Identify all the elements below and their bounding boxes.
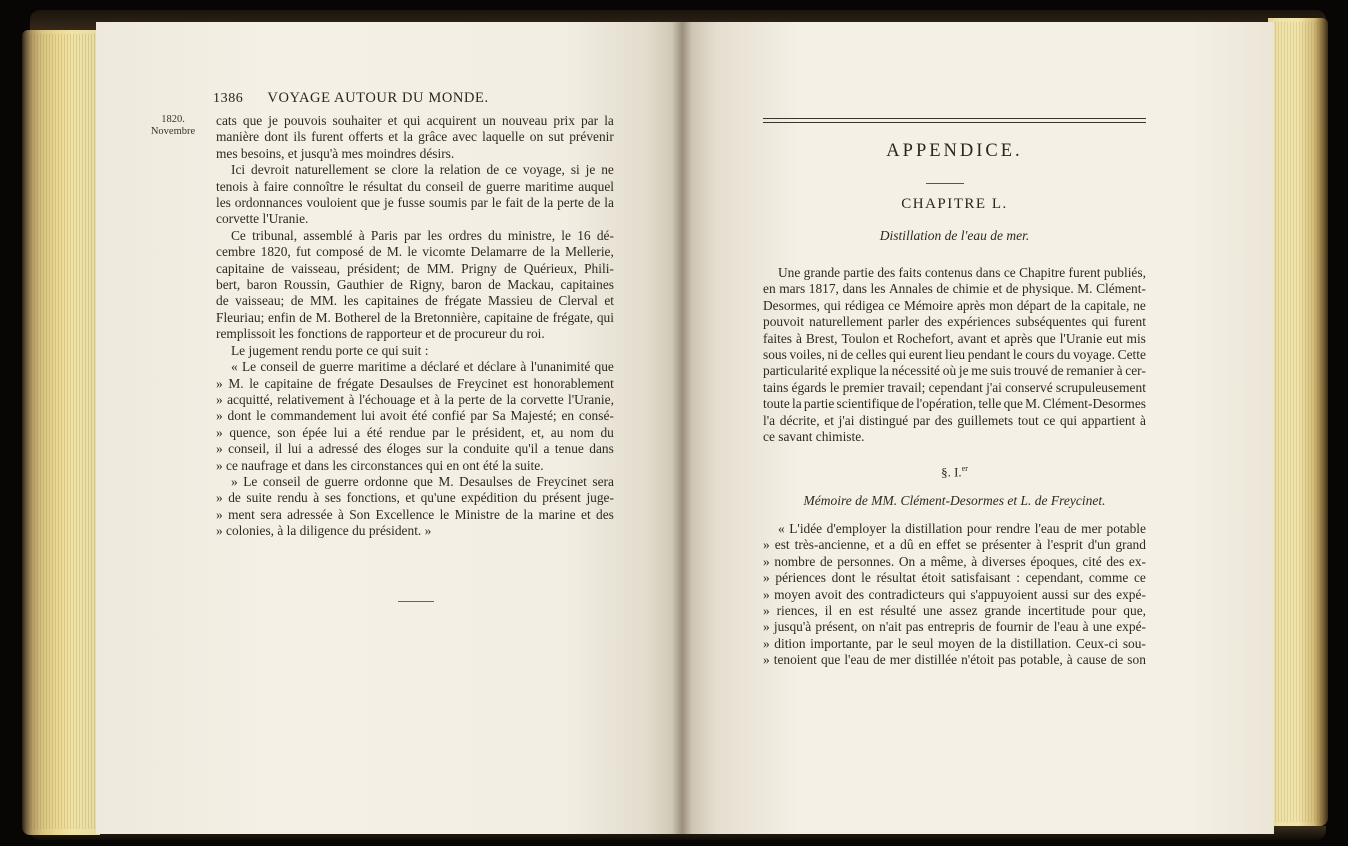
running-head-title: VOYAGE AUTOUR DU MONDE.	[267, 90, 489, 106]
page-number: 1386	[213, 91, 244, 106]
left-text-line: Ici devroit naturellement se clore la relation de ce voyage, si je ne	[231, 162, 614, 178]
book-gutter	[672, 22, 692, 834]
memoir-text-line: » riences, il en est résulté une assez grande incertitude pour que,	[763, 603, 1146, 619]
left-text-line: » quence, son épée lui a été rendue par le président, et, au nom du	[216, 424, 614, 440]
left-text-line: » de suite rendu à ses fonctions, et qu'une expédition du présent juge-	[216, 490, 614, 506]
section-label: §. I.	[941, 464, 962, 480]
memoir-text-line: » moyen avoit des contradicteurs qui s'appuyoient aussi sur des expé-	[763, 586, 1146, 602]
left-text-line: les ordonnances vouloient que je fusse soumis par le fait de la perte de la	[216, 195, 614, 211]
right-text-line: faites à Brest, Toulon et Rochefort, avant et après que l'Uranie eut mis	[763, 330, 1146, 346]
left-text-line: » acquitté, relativement à l'échouage et à la perte de la corvette l'Uranie,	[216, 391, 614, 407]
right-text-line: ce savant chimiste.	[763, 429, 865, 445]
left-text-line: » ment sera adressée à Son Excellence le Ministre de la marine et des	[216, 506, 614, 522]
left-text-line: « Le conseil de guerre maritime a déclaré et déclare à l'unanimité que	[231, 359, 614, 375]
end-rule	[398, 601, 434, 602]
left-text-line: Fleuriau; enfin de M. Botherel de la Bretonnière, capitaine de frégate, qui	[216, 309, 614, 325]
right-page-body	[763, 265, 1146, 445]
left-page-body	[216, 113, 614, 540]
memoir-text-line: » est très-ancienne, et a dû en effet se présenter à l'esprit d'un grand	[763, 537, 1146, 553]
right-text-line: toute la partie scientifique de l'opération, telle que M. Clément-Desormes	[763, 396, 1146, 412]
title-rule	[926, 183, 964, 184]
left-text-line: » dont le commandement lui avoit été confié par Sa Majesté; en consé-	[216, 408, 614, 424]
memoir-text-line: » périences dont le résultat étoit satisfaisant : cependant, comme ce	[763, 570, 1146, 586]
memoir-text-line: » tenoient que l'eau de mer distillée n'étoit pas potable, à cause de son	[763, 652, 1146, 668]
left-text-line: cembre 1820, fut composé de M. le vicomte Delamarre de la Mellerie,	[216, 244, 614, 260]
left-text-line: » conseil, il lui a adressé des éloges sur la conduite qu'il a tenue dans	[216, 441, 614, 457]
left-text-line: Ce tribunal, assemblé à Paris par les ordres du ministre, le 16 dé-	[231, 227, 614, 243]
header-rule-bottom	[763, 122, 1146, 123]
right-page-edges-texture	[1272, 22, 1324, 822]
right-text-line: pouvoit naturellement parler des expériences subséquentes qui furent	[763, 314, 1146, 330]
left-text-line: » ce naufrage et dans les circonstances qui en ont été la suite.	[216, 457, 544, 473]
left-text-line: remplissoit les fonctions de rapporteur et de procureur du roi.	[216, 326, 545, 342]
memoir-text-line: » dition importante, par le seul moyen de la distillation. Ceux-ci sou-	[763, 635, 1146, 651]
left-text-line: » colonies, à la diligence du président. »	[216, 523, 432, 539]
right-text-line: l'a décrite, et j'ai distingué par des guillemets tout ce qui appartient à	[763, 412, 1146, 428]
left-text-line: manière dont ils furent offerts et la grâce avec laquelle on sut prévenir	[216, 129, 614, 145]
left-text-line: capitaine de vaisseau, président; de MM. Prigny de Quérieux, Phili-	[216, 260, 614, 276]
section-superscript: er	[961, 464, 968, 473]
memoir-text-line: » jusqu'à présent, on n'ait pas entrepris de fournir de l'eau à une expé-	[763, 619, 1146, 635]
left-text-line: » M. le capitaine de frégate Desaulses de Freycinet est honorablement	[216, 375, 614, 391]
chapter-title: CHAPITRE L.	[901, 196, 1008, 212]
left-text-line: mes besoins, et jusqu'à mes moindres désirs.	[216, 145, 455, 161]
chapter-subtitle: Distillation de l'eau de mer.	[879, 228, 1030, 243]
header-rule-top	[763, 118, 1146, 119]
left-text-line: cats que je pouvois souhaiter et qui acquirent un nouveau prix par la	[216, 113, 614, 128]
memoir-text-line: » nombre de personnes. On a même, à diverses époques, cité des ex-	[763, 553, 1146, 569]
right-text-line: en mars 1817, dans les Annales de chimie et de physique. M. Clément-	[763, 281, 1146, 297]
appendix-title: APPENDICE.	[886, 141, 1023, 161]
right-text-line: particularité explique la nécessité où je me suis trouvé de remanier à cer-	[763, 363, 1146, 379]
right-text-line: Desormes, qui rédigea ce Mémoire après mon départ de la capitale, ne	[763, 297, 1146, 313]
memoir-title: Mémoire de MM. Clément-Desormes et L. de Freycinet.	[803, 493, 1106, 508]
section-heading	[763, 464, 1146, 480]
left-text-line: corvette l'Uranie.	[216, 211, 309, 227]
right-text-line: tains égards le premier travail; cependant j'ai conservé scrupuleusement	[763, 379, 1146, 395]
left-page-edges-texture	[28, 34, 98, 829]
margin-note-year: 1820.	[161, 114, 185, 125]
margin-note-month: Novembre	[150, 126, 196, 137]
margin-date-note	[146, 114, 200, 138]
right-text-line: Une grande partie des faits contenus dans ce Chapitre furent publiés,	[778, 265, 1146, 280]
memoir-body	[763, 521, 1146, 669]
memoir-text-line: « L'idée d'employer la distillation pour rendre l'eau de mer potable	[778, 521, 1146, 536]
left-text-line: bert, baron Roussin, Gauthier de Rigny, baron de Mackau, capitaines	[216, 277, 614, 293]
left-text-line: de vaisseau; de MM. les capitaines de frégate Massieu de Clerval et	[216, 293, 614, 309]
left-text-line: » Le conseil de guerre ordonne que M. Desaulses de Freycinet sera	[231, 473, 614, 489]
left-text-line: tenois à faire connoître le résultat du conseil de guerre maritime auquel	[216, 178, 614, 194]
right-text-line: sous voiles, ni de celles qui eurent lieu pendant le cours du voyage. Cette	[763, 347, 1146, 363]
running-head	[213, 90, 513, 107]
left-text-line: Le jugement rendu porte ce qui suit :	[231, 342, 429, 358]
